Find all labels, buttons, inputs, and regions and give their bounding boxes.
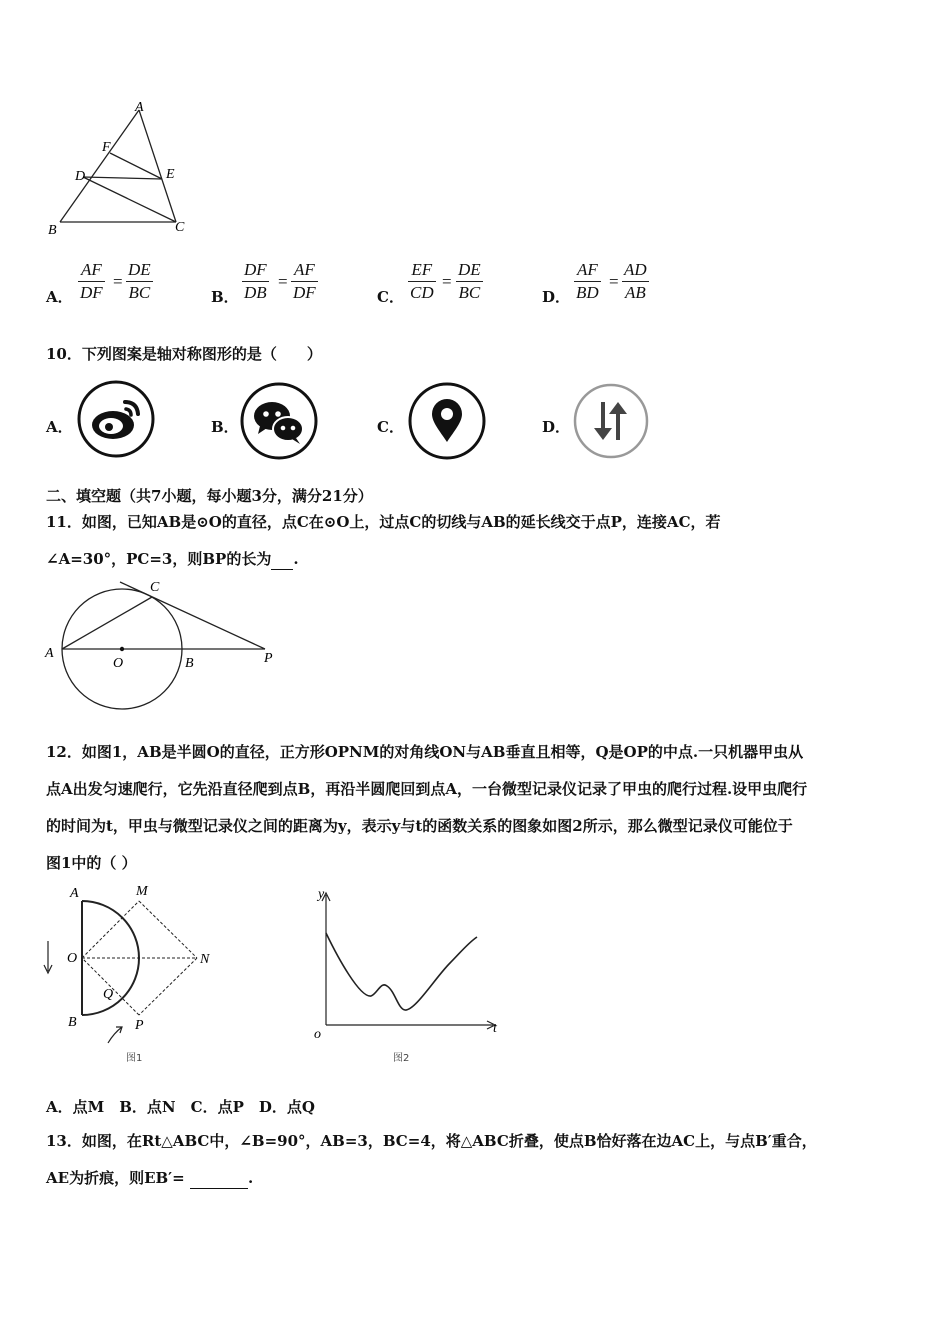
label-q: Q	[103, 987, 114, 1002]
label-a: A	[135, 100, 144, 115]
q12-line-4: 图1中的（ ）	[46, 854, 137, 872]
up-down-arrows-icon[interactable]	[570, 380, 652, 462]
segment-dc	[83, 177, 176, 222]
q10-text: 10．下列图案是轴对称图形的是（ ）	[46, 345, 322, 363]
q12-line-2: 点A出发匀速爬行，它先沿直径爬到点B，再沿半圆爬回到点A，一台微型记录仪记录了甲虫的爬行过程.设甲虫爬行	[46, 780, 808, 798]
q9-option-b-frac2: $\frac{AF}{DF}$	[293, 260, 316, 302]
q11-circle-figure	[40, 576, 290, 711]
q10-option-c-letter[interactable]: C．	[377, 418, 404, 436]
label-o: o	[314, 1027, 321, 1042]
q13-answer-blank[interactable]	[190, 1168, 248, 1189]
q13-line-1: 13．如图，在Rt△ABC中，∠B=90°，AB=3，BC=4，将△ABC折叠，使点B恰好落在边AC上，与点B′重合，	[46, 1132, 817, 1150]
q11-line-2-end: .	[293, 550, 299, 568]
label-y: y	[318, 887, 325, 902]
q11-line-2	[46, 549, 299, 570]
q9-option-c-frac2: $\frac{DE}{BC}$	[458, 260, 481, 302]
q13-line-2-text: AE为折痕，则EB′=	[46, 1169, 185, 1187]
q9-option-d-letter[interactable]: D．	[542, 288, 571, 306]
q11-line-2-text: ∠A=30°，PC=3，则BP的长为	[46, 550, 272, 568]
q12-figure-1	[40, 883, 230, 1068]
fig2-caption: 图2	[393, 1053, 410, 1064]
label-b: B	[48, 223, 57, 238]
function-curve	[326, 933, 477, 1010]
location-pin-icon[interactable]	[406, 380, 488, 462]
side-ab	[60, 110, 139, 222]
weibo-icon[interactable]	[75, 378, 157, 460]
q13-line-2-end: .	[247, 1169, 254, 1187]
label-n: N	[200, 952, 210, 967]
q9-triangle-figure	[40, 98, 200, 243]
tangent-line	[120, 582, 265, 649]
label-p: P	[135, 1018, 144, 1033]
q12-line-1: 12．如图1，AB是半圆O的直径，正方形OPNM的对角线ON与AB垂直且相等，Q是OP的中点.一只机器甲虫从	[46, 743, 804, 761]
label-t: t	[493, 1021, 497, 1036]
q9-option-a-letter[interactable]: A．	[46, 288, 73, 306]
section-2-title: 二、填空题（共7小题，每小题3分，满分21分）	[46, 487, 373, 505]
q9-option-c-letter[interactable]: C．	[377, 288, 404, 306]
q9-option-d-frac2: $\frac{AD}{AB}$	[624, 260, 647, 302]
label-c: C	[150, 580, 160, 595]
center-dot	[120, 647, 124, 651]
q10-option-d-letter[interactable]: D．	[542, 418, 571, 436]
label-f: F	[102, 140, 111, 155]
label-a: A	[70, 886, 79, 901]
label-o: O	[67, 951, 78, 966]
label-o: O	[113, 656, 124, 671]
q9-option-a-frac1: $\frac{AF}{DF}$	[80, 260, 103, 302]
q9-option-c-frac1: $\frac{EF}{CD}$	[410, 260, 434, 302]
q12-options[interactable]: A．点M B．点N C．点P D．点Q	[46, 1098, 315, 1116]
label-b: B	[68, 1015, 77, 1030]
side-ac	[139, 110, 176, 222]
fig1-caption: 图1	[126, 1053, 143, 1064]
q9-option-b-letter[interactable]: B．	[211, 288, 239, 306]
q9-option-a-frac2: $\frac{DE}{BC}$	[128, 260, 151, 302]
label-c: C	[175, 220, 185, 235]
wechat-icon[interactable]	[238, 380, 320, 462]
q10-option-a-letter[interactable]: A．	[46, 418, 73, 436]
label-a: A	[45, 646, 54, 661]
segment-de	[83, 177, 162, 179]
q9-option-d-frac1: $\frac{AF}{BD}$	[576, 260, 599, 302]
q10-option-b-letter[interactable]: B．	[211, 418, 239, 436]
q12-line-3: 的时间为t，甲虫与微型记录仪之间的距离为y，表示y与t的函数关系的图象如图2所示，那么微型记录仪可能位于	[46, 817, 793, 835]
label-p: P	[264, 651, 273, 666]
q12-figure-2	[305, 883, 515, 1068]
label-d: D	[75, 169, 86, 184]
q11-answer-blank[interactable]	[271, 549, 293, 570]
label-e: E	[166, 167, 175, 182]
q11-line-1: 11．如图，已知AB是⊙O的直径，点C在⊙O上，过点C的切线与AB的延长线交于点P，连接AC，若	[46, 513, 721, 531]
q13-line-2	[46, 1168, 253, 1189]
label-m: M	[136, 884, 148, 899]
label-b: B	[185, 656, 194, 671]
q9-option-b-frac1: $\frac{DF}{DB}$	[244, 260, 267, 302]
chord-ac	[62, 597, 152, 649]
